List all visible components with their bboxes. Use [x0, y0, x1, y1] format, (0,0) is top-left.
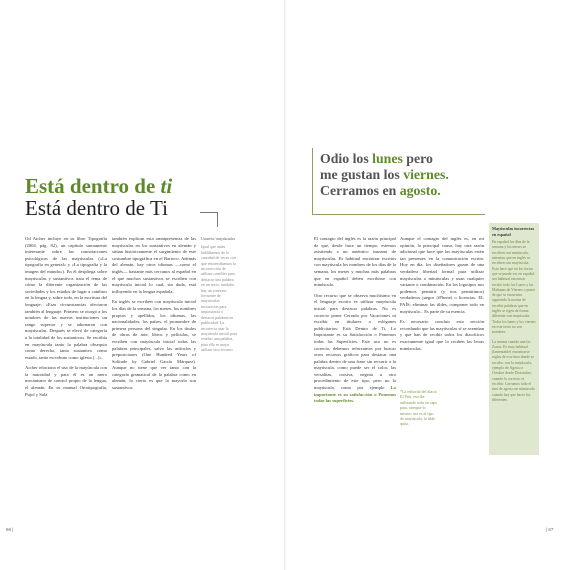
page-number-left: 66 | — [6, 527, 14, 532]
left-column-1 — [25, 236, 107, 402]
sidebar-title: Mayúsculas incorrectas en español — [492, 226, 535, 237]
paragraph: El contagio del inglés es la razón principal de que, desde hace un tiempo, estemos asistiendo a un auténtico tsunami de mayúsculas. Es habitual encontrar escritos con mayúscula los nombres de los días de la semana, los meses y muchas más palabras que en español deben escribirse con minúscula. — [314, 236, 396, 288]
word-lunes: lunes — [372, 151, 403, 166]
paragraph: En inglés se escriben con mayúscula inicial los días de la semana, los meses, los nombres propios y apellidos, los idiomas, las nacionalidades, los países, el pronombre de primera persona del singular. En los títulos de obras de arte, libros y películas, se escriben con mayúscula inicial todas las palabras principales, salvo las artículos y preposiciones (One Hundred Years of Solitude by Gabriel García Márquez). Aunque no tiene que ver tanto con la categoría gramatical de la palabra como en alemán, lo cierto es que la mayoría son sustantivos. — [112, 299, 196, 391]
right-column-1 — [314, 236, 396, 405]
paragraph: Otro recurso que se observa muchísimo en el lenguaje escrito es utilizar mayúscula inicial para destacar palabras. No es correcto poner Cerrado por Vacaciones ni escribir en titulares o eslóganes publicitarios: Está Dentro de Ti, Lo Importante es su Satisfacción o Ponemos todas las Superficies. Este uso no es correcto, debemos reforzarnos por buscar otros recursos gráficos para destacar una palabra dentro de una frase sin recurrir a la mayúscula, como puede ser el color, las versalitas, cursiva, negrita u otro procedimiento de este tipo, pero no la mayúscula, como por ejemplo Lo importante es su satisfacción o Ponemos todas las superficies. — [314, 292, 396, 404]
headline-rule — [200, 212, 218, 213]
pull-quote-line-3: Cerramos en agosto. — [320, 183, 441, 198]
right-column-2 — [400, 236, 484, 356]
sidebar-text-1: En español los días de la semana y los meses se escriben con minúscula, mientras que en inglés se escriben con mayúscula. Esto hace que en los textos que se puede ver en español sea habitual encontrar escrito todo los Lunes y las Mañanas de Viernes o poner de que se encuentra siguiendo la norma de escribir palabras que en inglés se rigen de forma diferente con mayúscula. Todos los lunes y los viernes en este texto no son nombres. — [492, 240, 536, 335]
headline-black: Está dentro de Ti — [25, 196, 168, 220]
headline-rule-vertical — [217, 212, 218, 227]
book-gutter — [284, 0, 286, 570]
sidebar-box — [489, 223, 539, 455]
paragraph: Aunque el contagio del inglés es, en mi opinión, la principal causa, hay otra razón adicional que hace que las mayúsculas estén tan presentes en la comunicación escrita. Hoy en día, los diseñadores gozan de una verdadera libertad formal para utilizar mayúsculas o minúsculas y usan cualquier variante o combinación. En los logotipos nos podemos permitir (y nos permitimos) verdaderos juegos (iPhone) o licencias: EL PAÍS; eliminar las tildes, componer todo en mayúscula... Es parte de su esencia. — [400, 236, 484, 314]
paragraph: también explican esta omnipresencia de las mayúsculas en los sustantivos en alemán y sitúan históricamente el surgimiento de este costumbre tipográfica en el Barroco. Además del alemán, hay otros idiomas —como el inglés— bastante más cercanos al español en el que muchos sustantivos se escriben con mayúscula inicial lo cual, sin duda, está influyendo en la lengua española. — [112, 236, 196, 294]
word-viernes: viernes. — [403, 167, 449, 182]
paragraph: Od Aicher incluye en su libro Tipografía (2004, pág. 82), un capítulo sumamente interesante sobre las connotaciones psicológicas de las mayúsculas («La tipografía en general» y «La tipografía y la imagen del mundo»). En él despliega sobre mayúsculas y sustantivos trata el tema de cómo la diferente organización de las sociedades y los estados de lugar a cambios en la lengua y, sobre todo, en la escritura del lenguaje: «Esas circunstancias afectaron también al lenguaje. Primero se otorgó a los nombres de las nuevas instituciones un rango superior y se adornaron con mayúsculas. Después se elevó de categoría a la totalidad de los sustantivos. Se escribía en mayúscula tanto la palabra obsequio como derecho, tanto sustantivo como estado, tanto escorbuto como iglesia [...]». — [25, 236, 107, 360]
headline-green-italic: ti — [160, 174, 173, 198]
headline-green: Está dentro de ti — [25, 174, 173, 198]
sidebar-text-2: La misma cuando una las Zonas. Es muy habitual (lamentable) encontrarse reglas de escritura donde se escribe, con la mayúscula, ejemplo de Agosto a Octubre desde Diciembre, cuando lo correcto es escribir. Cerramos todo el mes de agosto en minúscula cuando hay que hacer los diferentes. — [492, 339, 535, 402]
highlight-example: Lo importante es su satisfacción o Ponemos todas las superficies. — [314, 385, 396, 404]
note-title: Usuario/ mayúsculas — [201, 236, 235, 241]
pull-quote-line-1: Odio los lunes pero — [320, 151, 433, 166]
word-agosto: agosto. — [399, 183, 441, 198]
left-column-2 — [112, 236, 196, 396]
paragraph: Aicher relaciona el uso de la mayúscula con la autoridad y para él es un mero mecanismo de control propio de la lengua, el alemán. En su manual Ortotipografía, Pujol y Solà — [25, 365, 107, 397]
right-margin-note: *La editorial del diario El País, escribe utilizando todo en caps para, siempre lo mismo; sea es el tipo de mayúscula, la tilde quita. — [400, 389, 437, 427]
pull-quote-line-2: me gustan los viernes. — [320, 167, 449, 182]
paragraph: Es necesario concluir esta sección recordando que las mayúsculas sí se acentúan y que han de recibir todos los diacríticos exactamente igual que lo reciben las letras minúsculas. — [400, 319, 484, 351]
pull-quote — [320, 151, 500, 199]
page-number-right: | 67 — [546, 527, 554, 532]
left-margin-note — [201, 236, 237, 353]
note-text: Igual que antes hablábamos de la cantidad de veces con que encontrábamos la incorrección de utilizar comillas para destacar una palabra en un texto, también hay un contexto frecuente de mayúsculas incorrectas para importancia o destacar palabras en publicidad. La incorrecta usar la mayúscula inicial para resaltar una palabra, para ello es mejor utilizar otro recurso. — [201, 244, 237, 353]
